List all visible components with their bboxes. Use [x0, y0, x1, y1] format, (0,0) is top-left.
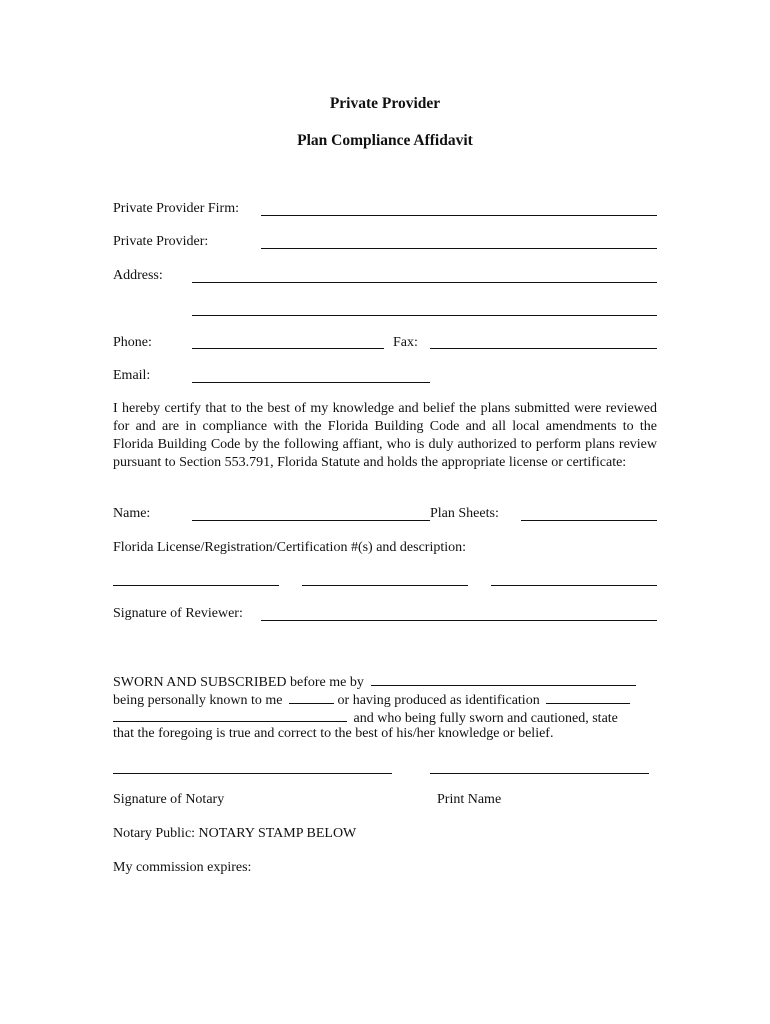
- notary-stamp-label: Notary Public: NOTARY STAMP BELOW: [113, 826, 357, 841]
- phone-label: Phone:: [113, 335, 152, 350]
- known-text: being personally known to me: [113, 693, 283, 708]
- fax-label: Fax:: [393, 335, 418, 350]
- cautioned-line: [113, 708, 618, 727]
- certification-paragraph: I hereby certify that to the best of my knowledge and belief the plans submitted were reviewed for and are in compliance with the Florida Building Code and all local amendments to the Florida Building Code by the following affiant, who is duly authorized to perform plans review pursuant to Section 553.791, Florida Statute and holds the appropriate license or certificate:: [113, 401, 657, 470]
- sworn-line: [113, 672, 636, 691]
- identification-field[interactable]: [546, 690, 630, 704]
- plan-sheets-label: Plan Sheets:: [430, 506, 499, 521]
- license-field-1[interactable]: [113, 585, 279, 586]
- fax-field[interactable]: [430, 348, 657, 349]
- document-title: Private Provider: [329, 95, 441, 112]
- notary-signature-label: Signature of Notary: [113, 792, 225, 807]
- identification-type-field[interactable]: [113, 708, 347, 722]
- known-line: [113, 690, 630, 709]
- license-label: Florida License/Registration/Certification #(s) and description:: [113, 540, 467, 555]
- email-label: Email:: [113, 368, 151, 383]
- reviewer-signature-field[interactable]: [261, 620, 657, 621]
- license-field-3[interactable]: [491, 585, 657, 586]
- identification-text: or having produced as identification: [337, 693, 540, 708]
- document-subtitle: Plan Compliance Affidavit: [297, 132, 473, 149]
- notary-signature-field[interactable]: [113, 773, 392, 774]
- foregoing-text: that the foregoing is true and correct to the best of his/her knowledge or belief.: [113, 726, 554, 741]
- known-field[interactable]: [289, 690, 334, 704]
- cautioned-text: and who being fully sworn and cautioned, state: [353, 711, 618, 726]
- address-label: Address:: [113, 268, 163, 283]
- address-field-line-2[interactable]: [192, 315, 657, 316]
- address-field-line-1[interactable]: [192, 282, 657, 283]
- firm-field[interactable]: [261, 215, 657, 216]
- name-field[interactable]: [192, 520, 430, 521]
- print-name-label: Print Name: [437, 792, 502, 807]
- reviewer-signature-label: Signature of Reviewer:: [113, 606, 243, 621]
- firm-label: Private Provider Firm:: [113, 201, 239, 216]
- sworn-by-field[interactable]: [371, 672, 636, 686]
- phone-field[interactable]: [192, 348, 384, 349]
- commission-expires-label: My commission expires:: [113, 860, 252, 875]
- plan-sheets-field[interactable]: [521, 520, 657, 521]
- print-name-field[interactable]: [430, 773, 649, 774]
- email-field[interactable]: [192, 382, 430, 383]
- provider-label: Private Provider:: [113, 234, 209, 249]
- sworn-text: SWORN AND SUBSCRIBED before me by: [113, 675, 364, 690]
- license-field-2[interactable]: [302, 585, 468, 586]
- name-label: Name:: [113, 506, 151, 521]
- provider-field[interactable]: [261, 248, 657, 249]
